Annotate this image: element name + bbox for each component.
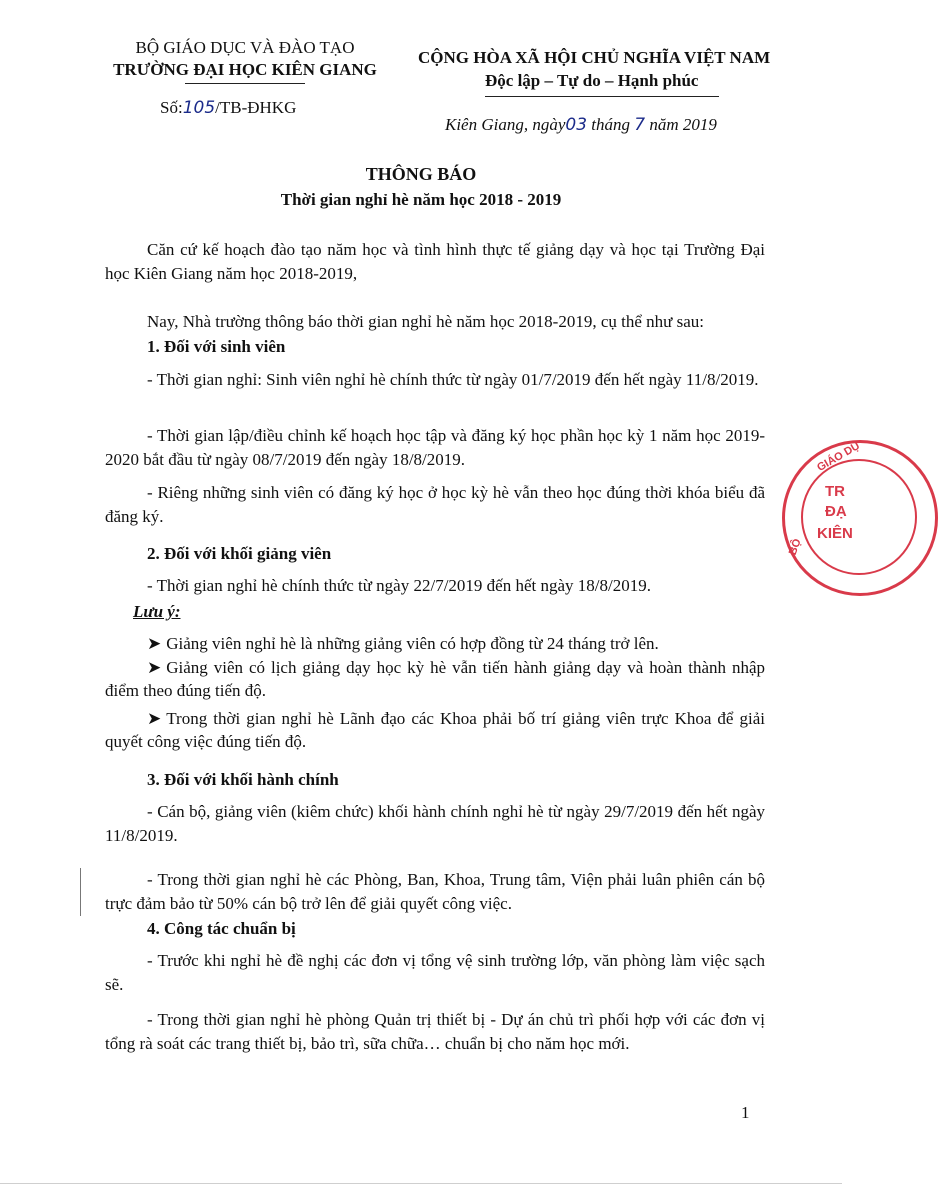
- national-motto: Độc lập – Tự do – Hạnh phúc: [485, 71, 699, 90]
- section-4-paragraph-1: - Trước khi nghỉ hè đề nghị các đơn vị tổng vệ sinh trường lớp, văn phòng làm việc sạch sẽ.: [105, 951, 765, 994]
- scan-margin-mark: [80, 868, 81, 916]
- document-number: [160, 98, 296, 118]
- intro-paragraph-1: Căn cứ kế hoạch đào tạo năm học và tình hình thực tế giảng dạy và học tại Trường Đại học Kiên Giang năm học 2018-2019,: [105, 240, 765, 283]
- doc-no-prefix: Số:: [160, 98, 183, 117]
- section-1-paragraph-2: - Thời gian lập/điều chỉnh kế hoạch học tập và đăng ký học phần học kỳ 1 năm học 2019-2020 bắt đầu từ ngày 08/7/2019 đến ngày 18/8/2019.: [105, 426, 765, 469]
- school-name: TRƯỜNG ĐẠI HỌC KIÊN GIANG: [113, 60, 377, 79]
- date-month-handwritten: 7: [634, 115, 646, 135]
- seal-side-text: BỘ: [786, 537, 804, 557]
- note-bullet-3: [105, 707, 765, 753]
- date-day-handwritten: 03: [565, 115, 588, 135]
- section-3-heading: 3. Đối với khối hành chính: [147, 770, 339, 789]
- ministry-name: BỘ GIÁO DỤC VÀ ĐÀO TẠO: [135, 38, 355, 57]
- section-3-paragraph-1: - Cán bộ, giảng viên (kiêm chức) khối hành chính nghỉ hè từ ngày 29/7/2019 đến hết ngày 11/8/2019.: [105, 802, 765, 845]
- seal-line-1: TR: [825, 483, 845, 500]
- seal-inner-ring: [801, 459, 917, 575]
- arrow-bullet-icon: ➤: [147, 709, 162, 728]
- date-month-label: tháng: [591, 115, 631, 134]
- notice-subtitle: Thời gian nghỉ hè năm học 2018 - 2019: [280, 190, 562, 209]
- section-4-heading: 4. Công tác chuẩn bị: [147, 919, 296, 938]
- note-bullet-2: [105, 656, 765, 702]
- scan-bottom-edge: [0, 1183, 842, 1184]
- date-year: năm 2019: [649, 115, 717, 134]
- arrow-bullet-icon: ➤: [147, 658, 162, 677]
- notice-title: THÔNG BÁO: [365, 164, 477, 184]
- seal-line-3: KIÊN: [817, 525, 853, 542]
- section-2-paragraph-1: - Thời gian nghỉ hè chính thức từ ngày 22/7/2019 đến hết ngày 18/8/2019.: [147, 576, 651, 595]
- page-number: 1: [741, 1103, 750, 1122]
- section-1-heading: 1. Đối với sinh viên: [147, 337, 286, 356]
- note-bullet-text: Giảng viên có lịch giảng dạy học kỳ hè vẫn tiến hành giảng dạy và hoàn thành nhập điểm theo đúng tiến độ.: [105, 658, 765, 700]
- issue-date: [445, 115, 717, 135]
- doc-no-suffix: /TB-ĐHKG: [215, 98, 297, 117]
- country-name: CỘNG HÒA XÃ HỘI CHỦ NGHĨA VIỆT NAM: [418, 48, 771, 67]
- intro-paragraph-2: Nay, Nhà trường thông báo thời gian nghỉ hè năm học 2018-2019, cụ thể như sau:: [147, 312, 705, 331]
- school-underline: [185, 83, 305, 84]
- section-1-paragraph-3: - Riêng những sinh viên có đăng ký học ở học kỳ hè vẫn theo học đúng thời khóa biểu đã đăng ký.: [105, 483, 765, 526]
- note-bullet-text: Trong thời gian nghỉ hè Lãnh đạo các Khoa phải bố trí giảng viên trực Khoa để giải quyết công việc đúng tiến độ.: [105, 709, 765, 751]
- arrow-bullet-icon: ➤: [147, 634, 162, 653]
- seal-line-2: ĐẠ: [825, 503, 847, 520]
- note-bullet-text: Giảng viên nghỉ hè là những giảng viên có hợp đồng từ 24 tháng trở lên.: [166, 634, 659, 653]
- date-prefix: Kiên Giang, ngày: [445, 115, 566, 134]
- section-1-paragraph-1: - Thời gian nghỉ: Sinh viên nghỉ hè chính thức từ ngày 01/7/2019 đến hết ngày 11/8/2019.: [147, 370, 759, 389]
- note-bullet-1: [105, 632, 765, 655]
- note-label: Lưu ý:: [133, 602, 181, 621]
- doc-no-handwritten: 105: [182, 98, 216, 118]
- section-3-paragraph-2: - Trong thời gian nghỉ hè các Phòng, Ban, Khoa, Trung tâm, Viện phải luân phiên cán bộ trực đảm bảo từ 50% cán bộ trở lên để giải quyết công việc.: [105, 870, 765, 913]
- motto-underline: [485, 96, 719, 97]
- official-seal-stamp: [782, 440, 938, 596]
- section-2-heading: 2. Đối với khối giảng viên: [147, 544, 332, 563]
- section-4-paragraph-2: - Trong thời gian nghỉ hè phòng Quản trị thiết bị - Dự án chủ trì phối hợp với các đơn vị tổng rà soát các trang thiết bị, bảo trì, sữa chữa… chuẩn bị cho năm học mới.: [105, 1010, 765, 1053]
- seal-arc-text: GIÁO DỤ: [815, 440, 862, 474]
